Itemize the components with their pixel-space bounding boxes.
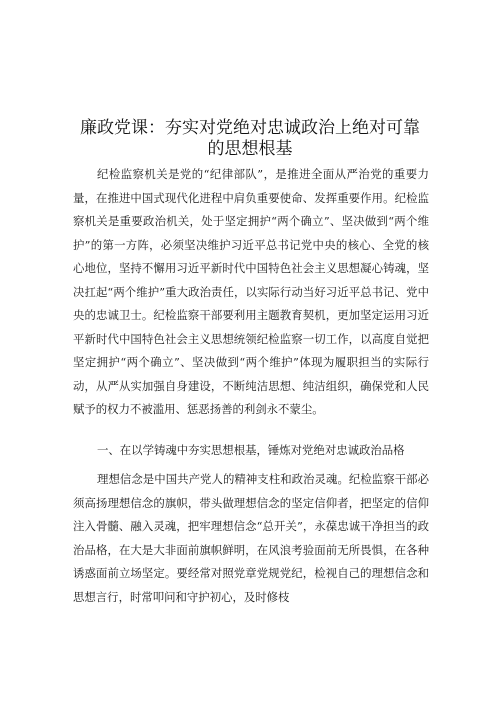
section-heading-1: 一、在以学铸魂中夯实思想根基，锤炼对党绝对忠诚政治品格 [97,443,405,457]
body-paragraph-2: 理想信念是中国共产党人的精神支柱和政治灵魂。纪检监察干部必须高扬理想信念的旗帜，带头做理想信念的坚定信仰者，把坚定的信仰注入骨髓、融入灵魂，把牢理想信念“总开关”，永葆忠诚干净担当的政治品格，在大是大非面前旗帜鲜明，在风浪考验面前无所畏惧，在各种诱惑面前立场坚定。要经常对照党章党规党纪，检视自己的理想信念和思想言行，时常叩问和守护初心，及时修枝 [73,472,429,604]
body-paragraph-intro: 纪检监察机关是党的“纪律部队”，是推进全面从严治党的重要力量，在推进中国式现代化进程中肩负重要使命、发挥重要作用。纪检监察机关是重要政治机关，处于坚定拥护“两个确立”、坚决做到“两个维护”的第一方阵，必须坚决维护习近平总书记党中央的核心、全党的核心地位，坚持不懈用习近平新时代中国特色社会主义思想凝心铸魂，坚决扛起“两个维护”重大政治责任，以实际行动当好习近平总书记、党中央的忠诚卫士。纪检监察干部要利用主题教育契机，更加坚定运用习近平新时代中国特色社会主义思想统领纪检监察一切工作，以高度自觉把坚定拥护“两个确立”、坚决做到“两个维护”体现为履职担当的实际行动，从严从实加强自身建设，不断纯洁思想、纯洁组织，确保党和人民赋予的权力不被滥用、惩恶扬善的利剑永不蒙尘。 [73,167,429,416]
document-title-line1: 廉政党课：夯实对党绝对忠诚政治上绝对可靠 [80,118,420,138]
document-title-line2: 的思想根基 [207,139,293,159]
